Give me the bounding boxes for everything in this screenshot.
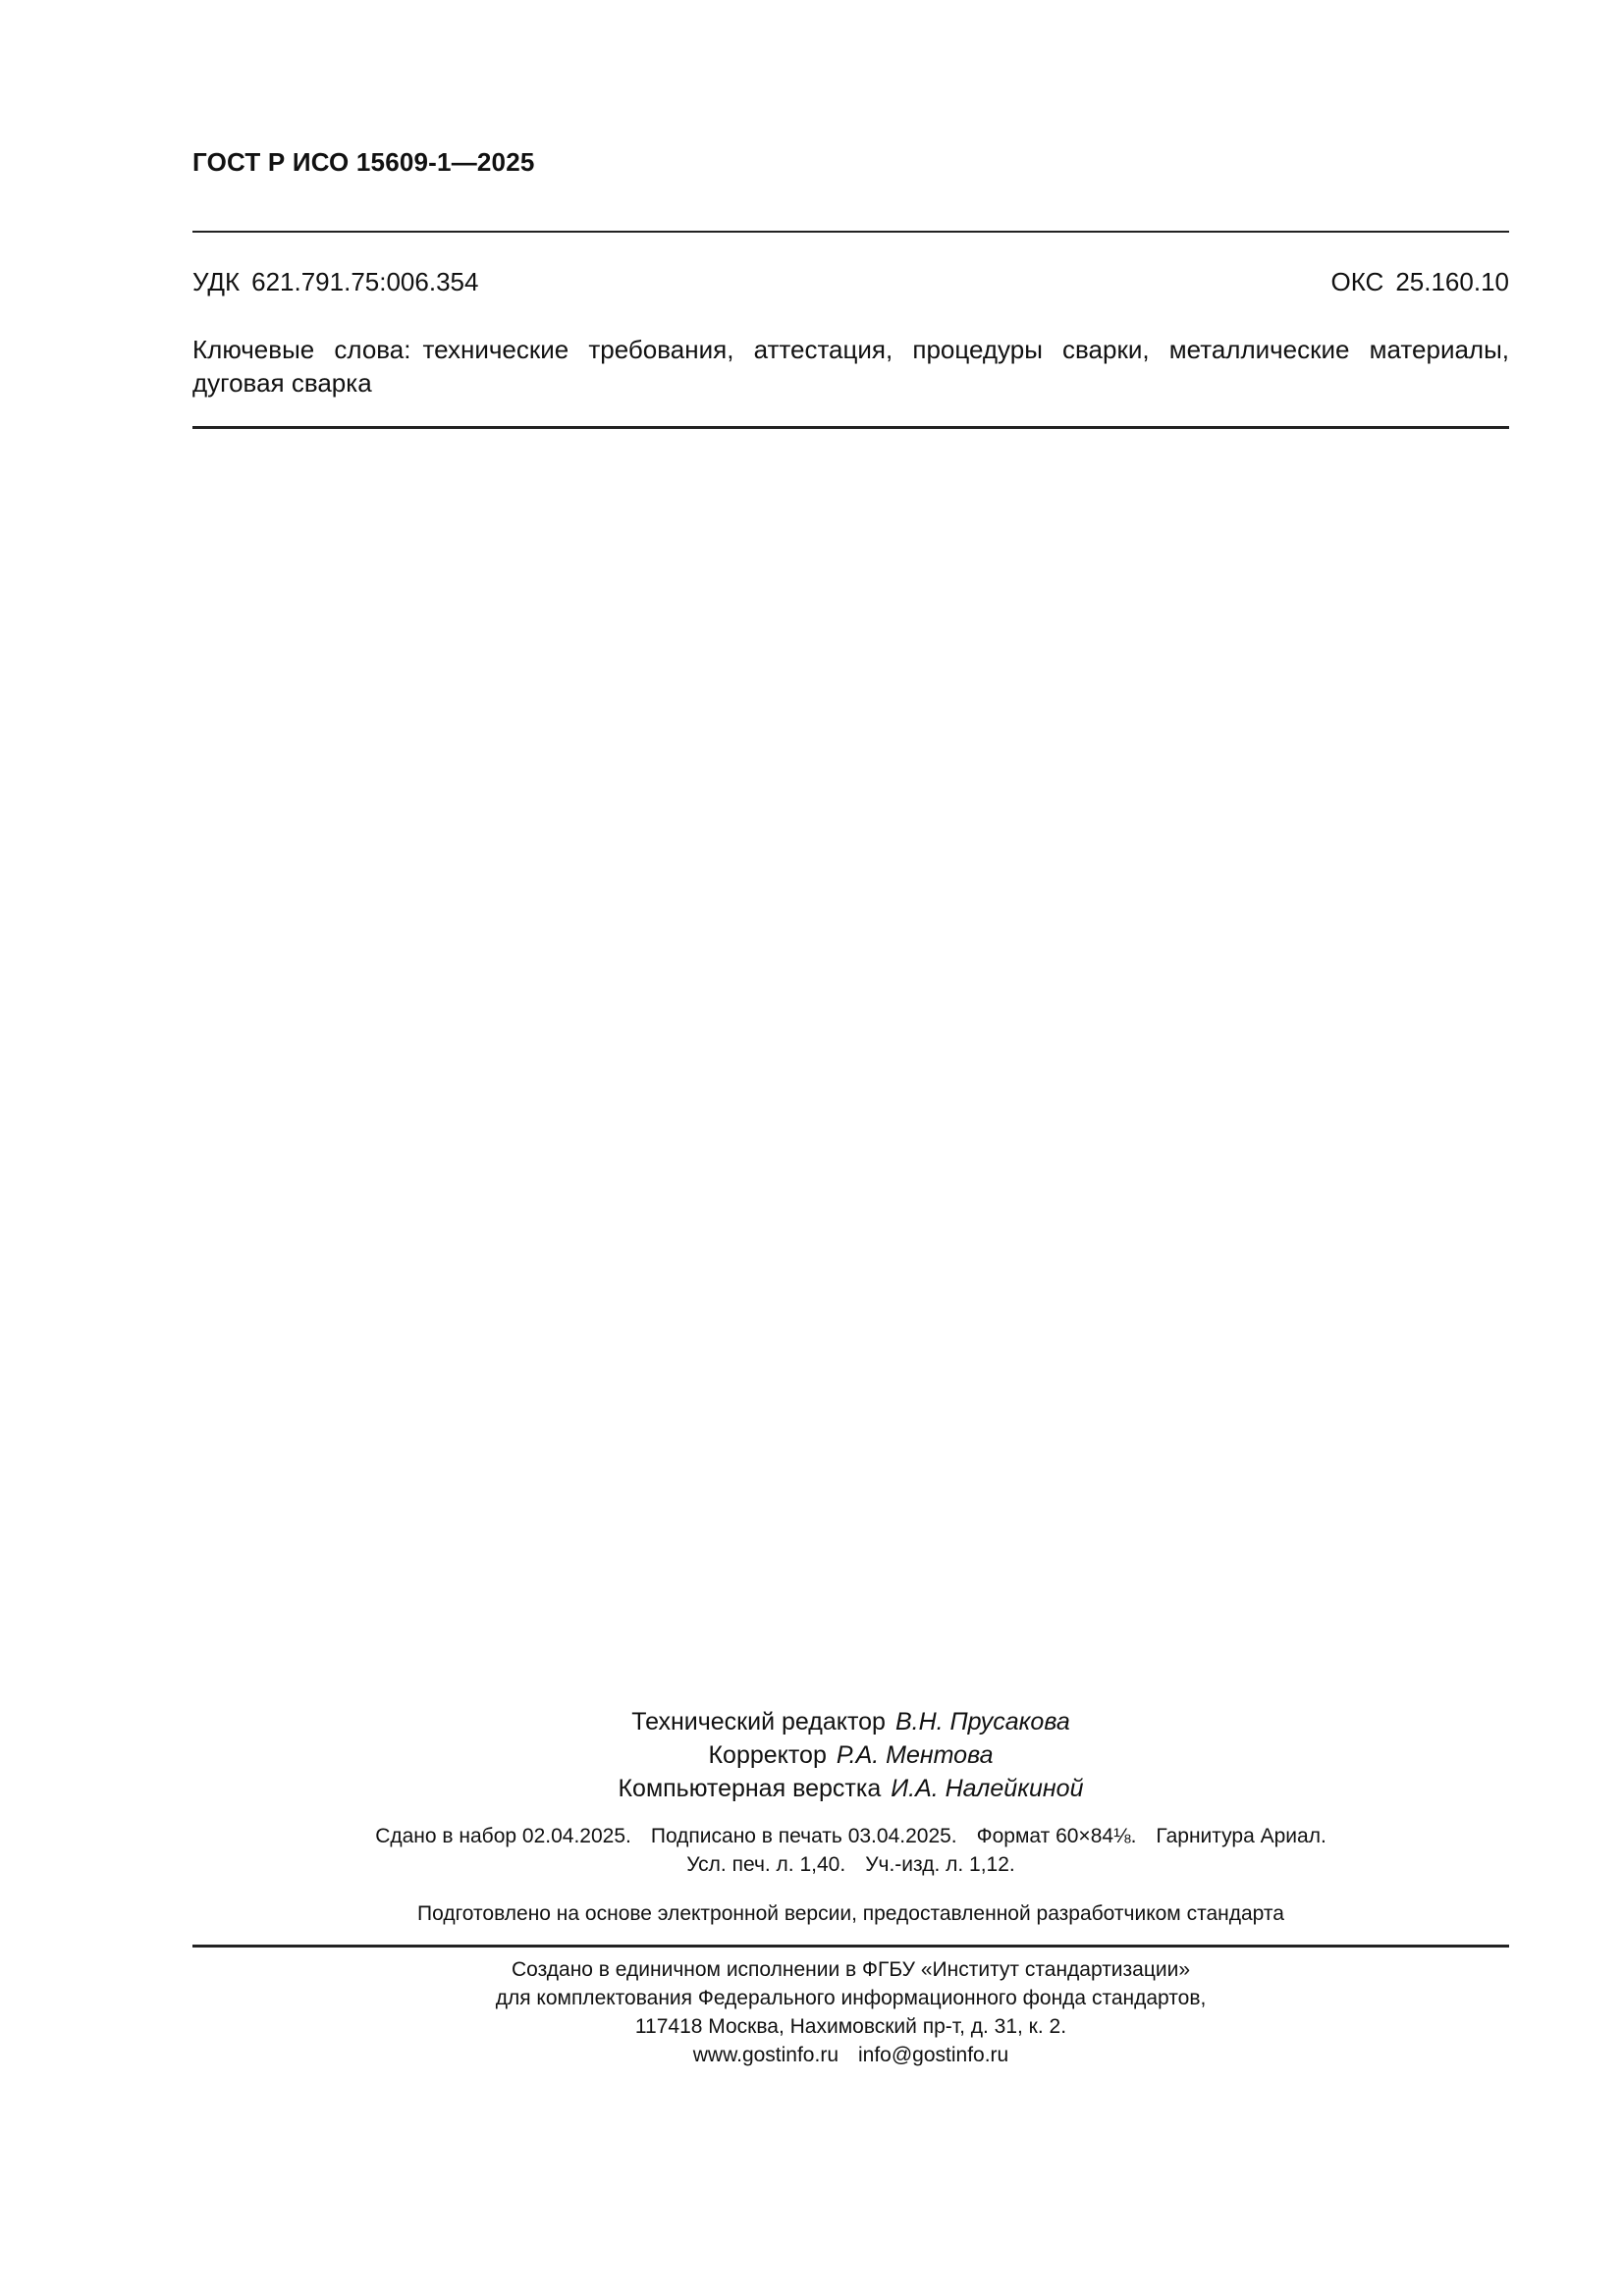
oks-label: ОКС: [1330, 267, 1384, 296]
layout-label: Компьютерная верстка: [618, 1775, 882, 1802]
oks-code: [1330, 267, 1509, 297]
proofreader-name: Р.А. Ментова: [836, 1741, 994, 1769]
udk-code: [192, 267, 478, 297]
publisher-email: info@gostinfo.ru: [858, 2044, 1009, 2066]
printed-sheets: Усл. печ. л. 1,40.: [686, 1853, 846, 1876]
proofreader-label: Корректор: [708, 1741, 827, 1769]
tech-editor-line: [192, 1705, 1509, 1738]
publisher-block: [192, 1955, 1509, 2069]
publishing-sheets: Уч.-изд. л. 1,12.: [865, 1853, 1015, 1876]
prepared-note: Подготовлено на основе электронной версии, предоставленной разработчиком стандарта: [417, 1902, 1284, 1925]
print-info-line-1: [192, 1822, 1509, 1850]
udk-label: УДК: [192, 267, 241, 296]
publisher-line-2: для комплектования Федерального информационного фонда стандартов,: [495, 1987, 1207, 2009]
publisher-line-1: Создано в единичном исполнении в ФГБУ «Институт стандартизации»: [511, 1958, 1191, 1981]
keywords-paragraph: [192, 333, 1509, 400]
proofreader-line: [192, 1738, 1509, 1772]
layout-name: И.А. Налейкиной: [891, 1775, 1084, 1802]
credits-block: [192, 1705, 1509, 1805]
udk-value: 621.791.75:006.354: [251, 267, 479, 296]
keywords-divider: [192, 426, 1509, 429]
keywords-label: Ключевые слова:: [192, 335, 411, 364]
print-info-block: [192, 1822, 1509, 1879]
tech-editor-name: В.Н. Прусакова: [894, 1708, 1070, 1735]
tech-editor-label: Технический редактор: [631, 1708, 886, 1735]
top-divider: [192, 231, 1509, 233]
keywords-text: технические требования, аттестация, процедуры сварки, металлические материалы, дуговая сварка: [192, 335, 1510, 398]
publisher-contacts: [192, 2041, 1509, 2069]
submitted-date: Сдано в набор 02.04.2025.: [375, 1825, 631, 1847]
paper-format: Формат 60×84⅛.: [976, 1825, 1137, 1847]
oks-value: 25.160.10: [1395, 267, 1509, 296]
signed-date: Подписано в печать 03.04.2025.: [650, 1825, 957, 1847]
layout-line: [192, 1772, 1509, 1805]
print-info-line-2: [192, 1850, 1509, 1879]
document-code: ГОСТ Р ИСО 15609-1—2025: [192, 147, 535, 177]
classification-row: [192, 267, 1509, 297]
publisher-website: www.gostinfo.ru: [692, 2044, 839, 2066]
publisher-divider: [192, 1945, 1509, 1948]
typeface: Гарнитура Ариал.: [1156, 1825, 1326, 1847]
publisher-address: 117418 Москва, Нахимовский пр-т, д. 31, к. 2.: [634, 2015, 1067, 2038]
